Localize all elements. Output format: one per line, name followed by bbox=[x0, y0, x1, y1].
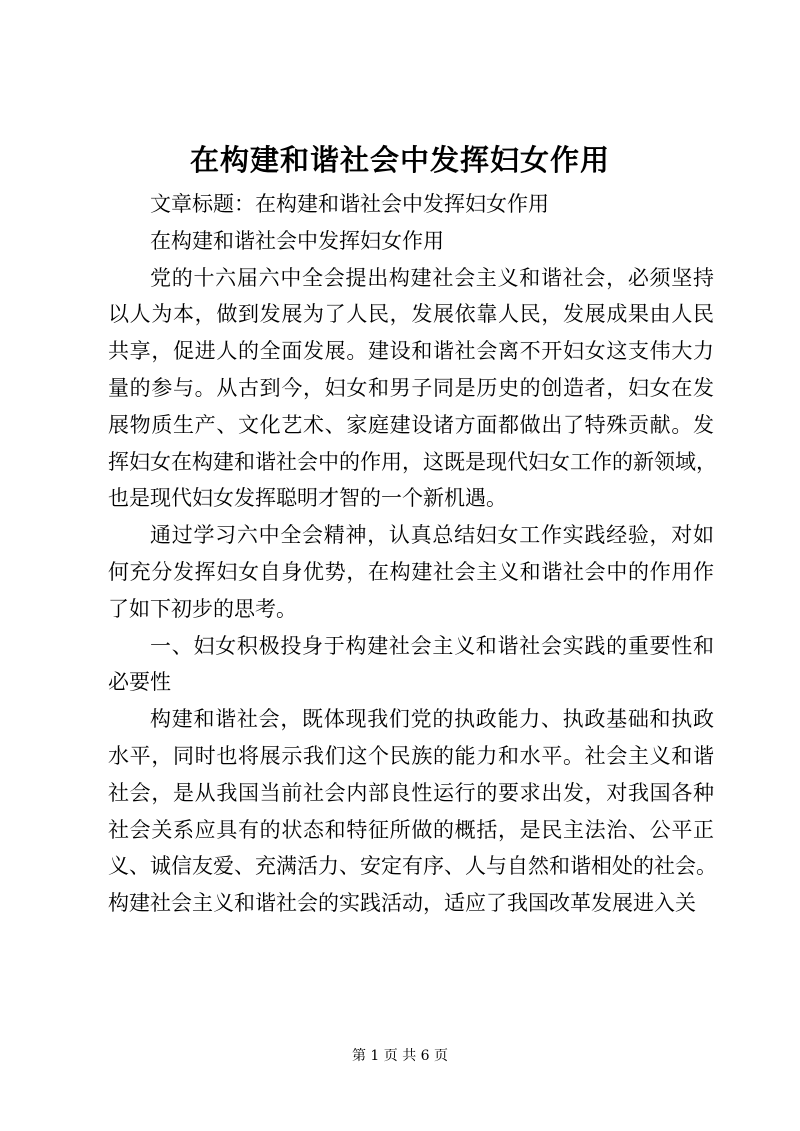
body-paragraph bbox=[108, 701, 717, 922]
paragraph-line: 以人为本，做到发展为了人民，发展依靠人民，发展成果由人民 bbox=[108, 302, 714, 327]
paragraph-line: 一、妇女积极投身于构建社会主义和谐社会实践的重要性和 bbox=[150, 633, 714, 658]
paragraph-line: 义、诚信友爱、充满活力、安定有序、人与自然和谐相处的社会。 bbox=[108, 854, 717, 879]
document-title: 在构建和谐社会中发挥妇女作用 bbox=[189, 143, 610, 177]
body-paragraph bbox=[108, 628, 714, 702]
paragraph-line: 何充分发挥妇女自身优势，在构建社会主义和谐社会中的作用作 bbox=[108, 559, 714, 584]
paragraph-line: 构建和谐社会，既体现我们党的执政能力、执政基础和执政 bbox=[150, 707, 714, 732]
page-footer: 第 1 页 共 6 页 bbox=[351, 1048, 449, 1064]
paragraph-line: 文章标题：在构建和谐社会中发挥妇女作用 bbox=[150, 192, 549, 216]
paragraph-line: 构建社会主义和谐社会的实践活动，适应了我国改革发展进入关 bbox=[108, 891, 696, 916]
paragraph-line: 共享，促进人的全面发展。建设和谐社会离不开妇女这支伟大力 bbox=[108, 339, 714, 364]
paragraph-line: 社会关系应具有的状态和特征所做的概括，是民主法治、公平正 bbox=[108, 817, 714, 842]
body-paragraph bbox=[108, 517, 714, 627]
paragraph-line: 通过学习六中全会精神，认真总结妇女工作实践经验，对如 bbox=[150, 523, 714, 548]
paragraph-line: 党的十六届六中全会提出构建社会主义和谐社会，必须坚持 bbox=[150, 265, 714, 290]
body-paragraph bbox=[108, 223, 714, 260]
paragraph-line: 了如下初步的思考。 bbox=[108, 596, 297, 621]
body-paragraph bbox=[108, 186, 714, 223]
paragraph-line: 在构建和谐社会中发挥妇女作用 bbox=[150, 228, 444, 253]
paragraph-line: 水平，同时也将展示我们这个民族的能力和水平。社会主义和谐 bbox=[108, 743, 714, 768]
body-paragraph bbox=[108, 260, 717, 518]
paragraph-line: 展物质生产、文化艺术、家庭建设诸方面都做出了特殊贡献。发 bbox=[108, 412, 714, 437]
paragraph-line: 也是现代妇女发挥聪明才智的一个新机遇。 bbox=[108, 486, 507, 511]
document-body bbox=[108, 186, 717, 922]
paragraph-line: 量的参与。从古到今，妇女和男子同是历史的创造者，妇女在发 bbox=[108, 375, 714, 400]
paragraph-line: 挥妇女在构建和谐社会中的作用，这既是现代妇女工作的新领域， bbox=[108, 449, 717, 474]
paragraph-line: 必要性 bbox=[108, 670, 171, 695]
paragraph-line: 社会，是从我国当前社会内部良性运行的要求出发，对我国各种 bbox=[108, 780, 714, 805]
